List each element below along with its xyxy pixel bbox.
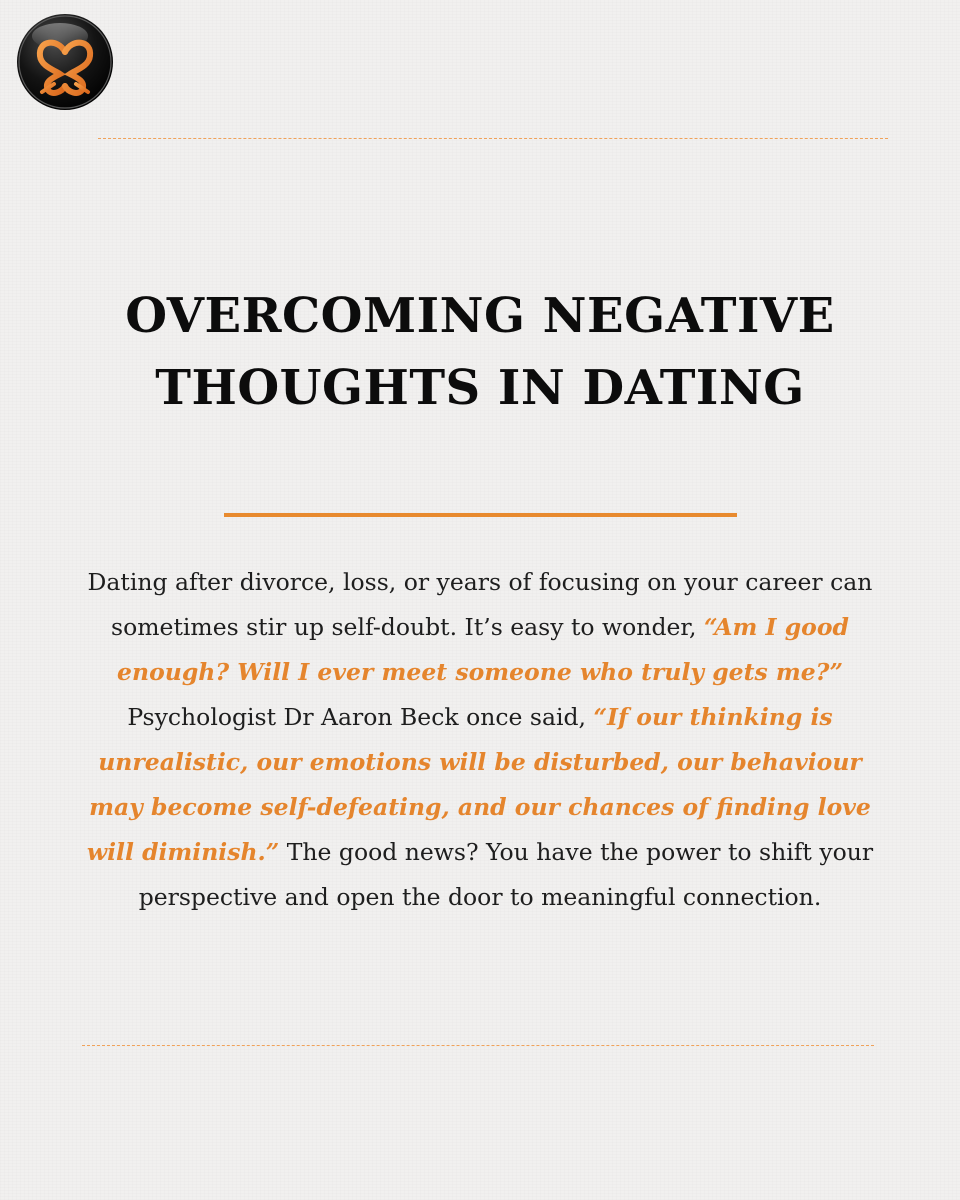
body-intro: Dating after divorce, loss, or years of focusing on your career can sometimes stir up self-doubt. It’s easy to wonder, — [87, 568, 873, 641]
page-title — [40, 280, 920, 424]
body-attribution: Psychologist Dr Aaron Beck once said, — [127, 703, 594, 731]
intertwined-hearts-logo-icon — [14, 12, 116, 112]
title-line-1: OVERCOMING NEGATIVE — [125, 288, 835, 344]
title-line-2: THOUGHTS IN DATING — [155, 360, 805, 416]
top-divider — [98, 138, 888, 139]
quote-aaron-beck: “If our thinking is unrealistic, our emotions will be disturbed, our behaviour may become self-defeating, and our chances of finding love will diminish.” — [86, 703, 871, 866]
bottom-divider — [82, 1045, 874, 1046]
body-closing: The good news? You have the power to shift your perspective and open the door to meaningful connection. — [138, 838, 874, 911]
quote-self-doubt: “Am I good enough? Will I ever meet someone who truly gets me?” — [117, 613, 849, 686]
title-underline — [224, 513, 737, 517]
brand-logo — [14, 12, 116, 112]
body-paragraph — [82, 560, 878, 920]
